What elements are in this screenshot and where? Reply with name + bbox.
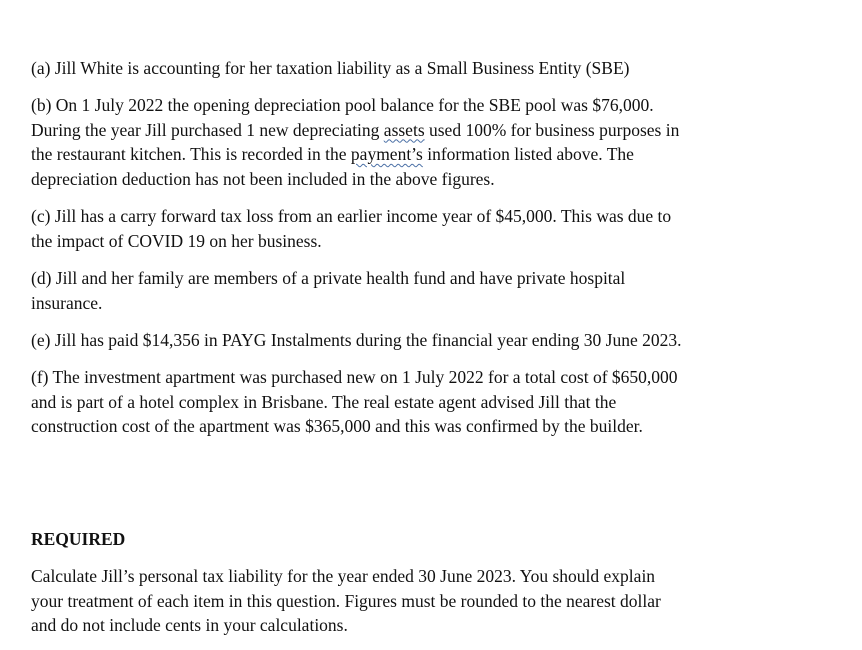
paragraph-e — [31, 328, 831, 353]
paragraph-b-line-2-end: used 100% for business purposes in — [424, 119, 680, 140]
paragraph-d — [31, 266, 831, 315]
paragraph-b — [31, 93, 831, 191]
paragraph-f-line-3: construction cost of the apartment was $365,000 and this was confirmed by the builder. — [31, 416, 643, 436]
paragraph-b-line-3-start: the restaurant kitchen. This is recorded in the — [31, 144, 351, 164]
spellcheck-flagged-word: payment’s — [350, 144, 423, 164]
required-line-1: Calculate Jill’s personal tax liability for the year ended 30 June 2023. You should explain — [31, 566, 656, 586]
paragraph-c-line-2: the impact of COVID 19 on her business. — [31, 230, 322, 251]
spellcheck-flagged-word: assets — [383, 119, 425, 140]
paragraph-b-line-1: (b) On 1 July 2022 the opening depreciation pool balance for the SBE pool was $76,000. — [31, 95, 654, 115]
paragraph-f-line-2: and is part of a hotel complex in Brisbane. The real estate agent advised Jill that the — [31, 391, 617, 412]
paragraph-e-text: (e) Jill has paid $14,356 in PAYG Instalments during the financial year ending 30 June 2023. — [31, 330, 682, 350]
paragraph-b-line-3-end: information listed above. The — [422, 144, 634, 164]
paragraph-d-line-2: insurance. — [31, 292, 103, 313]
required-heading-text: REQUIRED — [31, 529, 126, 549]
required-line-2: your treatment of each item in this question. Figures must be rounded to the nearest dollar — [31, 590, 661, 611]
required-line-3: and do not include cents in your calculations. — [31, 615, 348, 635]
paragraph-c-line-1: (c) Jill has a carry forward tax loss from an earlier income year of $45,000. This was due to — [31, 206, 672, 226]
required-heading — [31, 527, 831, 552]
paragraph-d-line-1: (d) Jill and her family are members of a private health fund and have private hospital — [31, 268, 626, 288]
paragraph-b-line-2-start: During the year Jill purchased 1 new depreciating — [31, 119, 384, 140]
paragraph-a-text: (a) Jill White is accounting for her taxation liability as a Small Business Entity (SBE) — [31, 58, 630, 78]
paragraph-f-line-1: (f) The investment apartment was purchased new on 1 July 2022 for a total cost of $650,000 — [31, 367, 678, 387]
required-instructions — [31, 564, 831, 638]
paragraph-a — [31, 56, 831, 81]
paragraph-f — [31, 365, 831, 439]
paragraph-b-line-4: depreciation deduction has not been included in the above figures. — [31, 168, 495, 189]
paragraph-c — [31, 204, 831, 253]
